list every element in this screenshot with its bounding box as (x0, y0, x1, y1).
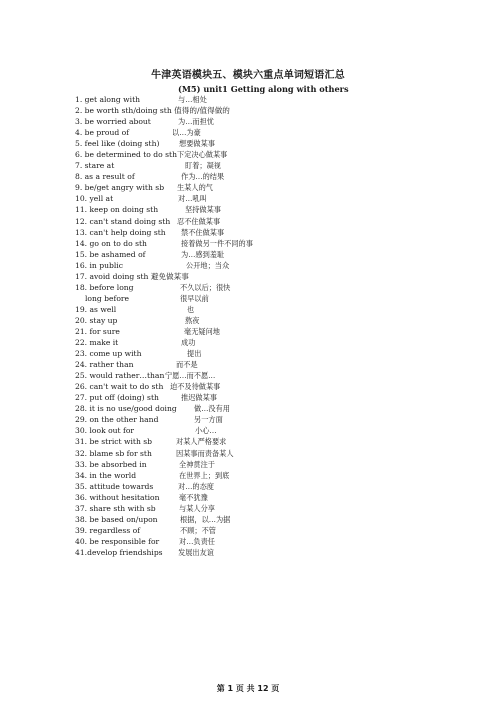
list-item (75, 425, 435, 436)
list-item (75, 436, 435, 447)
phrase-chinese: 熬夜 (185, 315, 200, 325)
phrase-english: 7. stare at (75, 161, 115, 171)
list-item (75, 547, 435, 558)
phrase-english: 10. yell at (75, 194, 114, 204)
phrase-english: 18. before long (75, 282, 134, 292)
phrase-chinese: 与…相处 (178, 95, 207, 104)
list-item (75, 492, 435, 503)
phrase-list (75, 94, 435, 558)
list-item (75, 238, 435, 249)
phrase-english: 33. be absorbed in (75, 459, 147, 469)
phrase-english: 34. in the world (75, 470, 137, 480)
list-item (75, 348, 435, 359)
list-item (75, 94, 435, 105)
list-item (75, 370, 435, 381)
phrase-english: 17. avoid doing sth 避免做某事 (75, 271, 189, 281)
phrase-chinese: 禁不住做某事 (181, 227, 225, 237)
list-item (75, 470, 435, 481)
list-item (75, 127, 435, 138)
phrase-english: 28. it is no use/good doing (75, 404, 177, 414)
phrase-chinese: 公开地；当众 (186, 260, 230, 270)
phrase-english: long before (85, 293, 130, 303)
phrase-chinese: 对某人严格要求 (176, 437, 227, 447)
list-item (75, 160, 435, 171)
phrase-chinese: 在世界上；到底 (179, 470, 230, 480)
list-item (75, 337, 435, 348)
list-item (75, 403, 435, 414)
list-item (75, 503, 435, 514)
phrase-chinese: 毫不犹豫 (179, 492, 208, 502)
phrase-english: 39. regardless of (75, 525, 141, 535)
phrase-english: 2. be worth sth/doing sth 值得的/值得做的 (75, 106, 230, 116)
phrase-chinese: 为…而担忧 (178, 117, 214, 127)
phrase-chinese: 作为…的结果 (181, 172, 225, 182)
phrase-english: 24. rather than (75, 360, 134, 370)
phrase-chinese: 以…为豪 (172, 128, 201, 138)
phrase-chinese: 迫不及待做某事 (170, 382, 221, 392)
list-item (75, 525, 435, 536)
phrase-chinese: 因某事而责备某人 (176, 448, 234, 458)
phrase-chinese: 忍不住做某事 (177, 216, 221, 226)
phrase-chinese: 对…负责任 (179, 536, 215, 546)
list-item (75, 227, 435, 238)
phrase-english: 35. attitude towards (75, 481, 154, 491)
phrase-chinese: 全神贯注于 (179, 459, 215, 469)
list-item (75, 116, 435, 127)
list-item (75, 193, 435, 204)
list-item (75, 105, 435, 116)
list-item (75, 171, 435, 182)
phrase-english: 26. can't wait to do sth (75, 382, 164, 392)
page-title: 牛津英语模块五、模块六重点单词短语汇总 (151, 70, 345, 81)
list-item (75, 204, 435, 215)
phrase-chinese: 另一方面 (194, 415, 223, 425)
list-item (75, 392, 435, 403)
list-item (75, 138, 435, 149)
phrase-english: 40. be responsible for (75, 536, 160, 546)
list-item (75, 536, 435, 547)
phrase-english: 19. as well (75, 304, 117, 314)
phrase-english: 16. in public (75, 260, 123, 270)
phrase-chinese: 想要做某事 (179, 139, 215, 149)
list-item (75, 293, 435, 304)
phrase-chinese: 发展出友谊 (178, 547, 214, 557)
phrase-chinese: 而不是 (176, 360, 198, 370)
phrase-chinese: 接着做另一件不同的事 (181, 238, 253, 248)
phrase-english: 21. for sure (75, 326, 120, 336)
phrase-english: 14. go on to do sth (75, 238, 147, 248)
phrase-chinese: 与某人分享 (179, 503, 215, 513)
phrase-english: 31. be strict with sb (75, 437, 153, 447)
list-item (75, 481, 435, 492)
phrase-english: 12. can't stand doing sth (75, 216, 171, 226)
list-item (75, 249, 435, 260)
phrase-chinese: 生某人的气 (177, 183, 213, 193)
phrase-english: 1. get along with (75, 95, 141, 104)
phrase-english: 25. would rather…than (75, 371, 165, 381)
phrase-chinese: 小心… (195, 426, 217, 436)
list-item (75, 359, 435, 370)
phrase-chinese: 推迟做某事 (181, 393, 217, 403)
list-item (75, 271, 435, 282)
phrase-english: 38. be based on/upon (75, 514, 158, 524)
list-item (75, 448, 435, 459)
phrase-english: 22. make it (75, 338, 119, 348)
list-item (75, 282, 435, 293)
phrase-chinese: 不顾；不管 (180, 525, 216, 535)
phrase-english: 36. without hesitation (75, 492, 160, 502)
phrase-english: 6. be determined to do sth (75, 150, 177, 160)
list-item (75, 326, 435, 337)
phrase-english: 23. come up with (75, 349, 142, 359)
phrase-english: 13. can't help doing sth (75, 227, 166, 237)
phrase-chinese: 为…感到羞耻 (181, 249, 225, 259)
phrase-chinese: 做…没有用 (194, 404, 230, 414)
list-item (75, 304, 435, 315)
list-item (75, 149, 435, 160)
list-item (75, 459, 435, 470)
phrase-chinese: 对…吼叫 (178, 194, 207, 204)
phrase-chinese: 很早以前 (180, 293, 209, 303)
list-item (75, 514, 435, 525)
phrase-english: 15. be ashamed of (75, 249, 146, 259)
list-item (75, 315, 435, 326)
phrase-english: 37. share sth with sb (75, 503, 156, 513)
phrase-english: 30. look out for (75, 426, 135, 436)
phrase-english: 20. stay up (75, 315, 118, 325)
phrase-chinese: 毫无疑问地 (184, 326, 220, 336)
phrase-english: 29. on the other hand (75, 415, 159, 425)
list-item (75, 381, 435, 392)
phrase-chinese: 盯着；凝视 (185, 161, 221, 171)
unit-subtitle: (M5) unit1 Getting along with others (178, 84, 349, 94)
phrase-chinese: 也 (187, 304, 195, 314)
phrase-english: 41.develop friendships (75, 547, 163, 557)
phrase-chinese: 坚持做某事 (185, 205, 221, 215)
phrase-chinese: 成功 (181, 338, 196, 348)
list-item (75, 414, 435, 425)
phrase-english: 8. as a result of (75, 172, 135, 182)
list-item (75, 260, 435, 271)
phrase-english: 9. be/get angry with sb (75, 183, 165, 193)
phrase-chinese: 下定决心做某事 (177, 150, 228, 160)
list-item (75, 216, 435, 227)
phrase-english: 32. blame sb for sth (75, 448, 152, 458)
phrase-chinese: 不久以后；很快 (180, 282, 231, 292)
phrase-chinese: 提出 (187, 349, 202, 359)
phrase-english: 27. put off (doing) sth (75, 393, 159, 403)
phrase-english: 5. feel like (doing sth) (75, 139, 160, 149)
phrase-chinese: 根据，以…为据 (180, 514, 231, 524)
phrase-english: 3. be worried about (75, 117, 151, 127)
phrase-english: 11. keep on doing sth (75, 205, 159, 215)
list-item (75, 182, 435, 193)
phrase-chinese: 宁愿…而不愿… (165, 371, 216, 381)
phrase-english: 4. be proud of (75, 128, 130, 138)
page-footer: 第 1 页 共 12 页 (216, 684, 280, 693)
phrase-chinese: 对…的态度 (178, 481, 214, 491)
